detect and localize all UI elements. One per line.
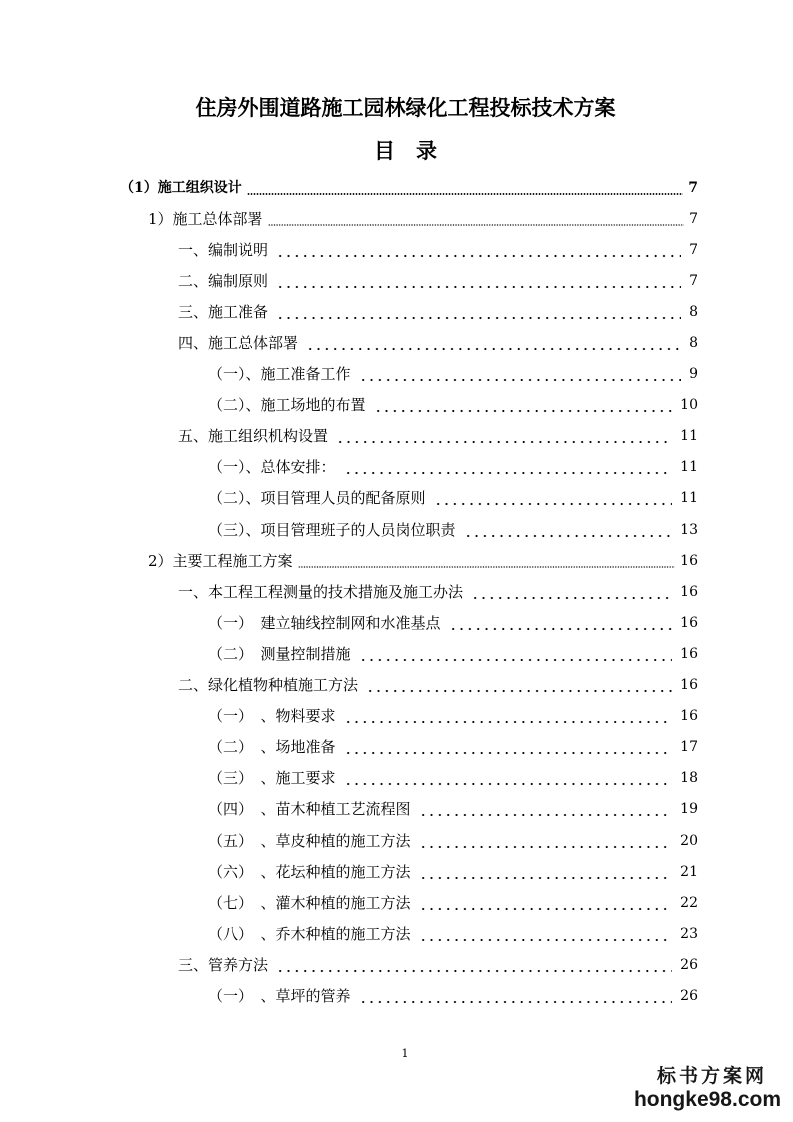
toc-entry-page-number: 18	[680, 770, 698, 787]
watermark-site-name: 标书方案网	[656, 1065, 767, 1087]
toc-entry-label: （三）、项目管理班子的人员岗位职责	[208, 520, 456, 539]
toc-entry-label: （二） 、场地准备	[208, 738, 336, 757]
toc-entry-label: 一、编制说明	[178, 240, 269, 259]
toc-entry-label: 五、施工组织机构设置	[178, 427, 329, 446]
toc-entry-label: （五） 、草皮种植的施工方法	[208, 831, 411, 850]
toc-dot-leader	[344, 720, 673, 724]
toc-dot-leader	[449, 627, 673, 631]
toc-entry-label: （一）、总体安排：	[208, 458, 336, 477]
toc-entry-label: （一） 、草坪的管养	[208, 986, 351, 1005]
toc-entry-label: 二、绿化植物种植施工方法	[178, 676, 359, 695]
toc-dot-leader	[434, 502, 673, 506]
toc-entry-label: （四） 、苗木种植工艺流程图	[208, 800, 411, 819]
toc-dot-leader	[268, 223, 685, 227]
table-of-contents	[0, 172, 793, 1012]
toc-entry-label: 三、施工准备	[178, 302, 269, 321]
toc-heading: 目 录	[374, 138, 437, 163]
toc-entry-label: 三、管养方法	[178, 955, 269, 974]
toc-entry-label: （八） 、乔木种植的施工方法	[208, 924, 411, 943]
toc-entry	[0, 172, 793, 203]
toc-dot-leader	[344, 782, 673, 786]
toc-entry	[0, 545, 793, 576]
toc-dot-leader	[247, 192, 684, 196]
toc-dot-leader	[419, 876, 673, 880]
toc-entry	[0, 234, 793, 265]
toc-entry	[0, 701, 793, 732]
toc-entry-label: （二） 测量控制措施	[208, 644, 351, 663]
toc-entry-label: 四、施工总体部署	[178, 334, 299, 353]
toc-entry-page-number: 7	[689, 272, 698, 289]
toc-entry-label: 2）主要工程施工方案	[148, 551, 293, 570]
toc-entry	[0, 918, 793, 949]
toc-entry	[0, 327, 793, 358]
document-title: 住房外围道路施工园林绿化工程投标技术方案	[195, 95, 616, 120]
toc-entry	[0, 670, 793, 701]
toc-entry	[0, 390, 793, 421]
toc-entry	[0, 576, 793, 607]
toc-entry	[0, 949, 793, 980]
toc-dot-leader	[306, 347, 681, 351]
toc-entry	[0, 452, 793, 483]
toc-entry-label: 二、编制原则	[178, 271, 269, 290]
toc-entry-page-number: 23	[680, 925, 698, 942]
toc-entry-label: 1）施工总体部署	[148, 209, 263, 228]
toc-entry-page-number: 16	[680, 614, 698, 631]
toc-entry-label: （一）、施工准备工作	[208, 365, 351, 384]
toc-dot-leader	[374, 409, 673, 413]
toc-entry-page-number: 13	[680, 521, 698, 538]
toc-entry	[0, 825, 793, 856]
site-watermark-logo	[631, 1064, 781, 1112]
toc-dot-leader	[344, 471, 673, 475]
toc-entry	[0, 763, 793, 794]
toc-entry-page-number: 7	[689, 210, 698, 227]
toc-dot-leader	[359, 1000, 673, 1004]
toc-entry	[0, 887, 793, 918]
toc-entry-page-number: 16	[680, 552, 698, 569]
toc-entry	[0, 421, 793, 452]
toc-entry-label: 一、本工程工程测量的技术措施及施工办法	[178, 582, 464, 601]
toc-entry-label: （二）、施工场地的布置	[208, 396, 366, 415]
toc-dot-leader	[359, 658, 673, 662]
toc-entry-page-number: 16	[680, 645, 698, 662]
toc-entry	[0, 607, 793, 638]
toc-entry-page-number: 16	[680, 583, 698, 600]
toc-dot-leader	[366, 689, 672, 693]
toc-entry-page-number: 17	[680, 739, 698, 756]
toc-dot-leader	[276, 285, 681, 289]
toc-dot-leader	[471, 596, 672, 600]
toc-entry	[0, 203, 793, 234]
page-number: 1	[401, 1047, 409, 1060]
toc-entry-label: （六） 、花坛种植的施工方法	[208, 862, 411, 881]
toc-entry	[0, 856, 793, 887]
toc-entry-label: （一） 建立轴线控制网和水准基点	[208, 613, 441, 632]
toc-dot-leader	[419, 907, 673, 911]
toc-entry-page-number: 26	[680, 956, 698, 973]
toc-dot-leader	[419, 938, 673, 942]
toc-dot-leader	[419, 813, 673, 817]
toc-entry-page-number: 7	[688, 179, 698, 196]
toc-entry	[0, 359, 793, 390]
toc-dot-leader	[298, 565, 676, 569]
toc-dot-leader	[276, 969, 672, 973]
toc-entry	[0, 980, 793, 1011]
toc-entry-page-number: 8	[689, 303, 698, 320]
toc-entry-page-number: 11	[680, 490, 698, 507]
toc-dot-leader	[336, 440, 672, 444]
toc-entry-page-number: 22	[680, 894, 698, 911]
toc-entry	[0, 794, 793, 825]
toc-entry-page-number: 26	[680, 987, 698, 1004]
toc-entry	[0, 265, 793, 296]
toc-entry-page-number: 16	[680, 708, 698, 725]
toc-dot-leader	[359, 378, 682, 382]
toc-entry-label: （二）、项目管理人员的配备原则	[208, 489, 426, 508]
toc-entry-page-number: 11	[680, 459, 698, 476]
toc-dot-leader	[276, 254, 681, 258]
toc-entry	[0, 483, 793, 514]
toc-entry-page-number: 10	[680, 397, 698, 414]
toc-entry	[0, 514, 793, 545]
toc-entry-page-number: 8	[689, 335, 698, 352]
toc-entry-page-number: 19	[680, 801, 698, 818]
toc-entry-label: （七） 、灌木种植的施工方法	[208, 893, 411, 912]
toc-entry-label: （1）施工组织设计	[120, 179, 242, 196]
toc-entry-label: （三） 、施工要求	[208, 769, 336, 788]
watermark-domain: hongke98.com	[633, 1088, 781, 1111]
toc-dot-leader	[276, 316, 681, 320]
toc-entry-page-number: 7	[689, 241, 698, 258]
toc-entry-page-number: 11	[680, 428, 698, 445]
toc-dot-leader	[419, 845, 673, 849]
toc-entry-page-number: 9	[689, 366, 698, 383]
toc-entry-label: （一） 、物料要求	[208, 707, 336, 726]
toc-entry-page-number: 16	[680, 677, 698, 694]
toc-entry	[0, 296, 793, 327]
toc-dot-leader	[464, 534, 673, 538]
toc-entry-page-number: 21	[680, 863, 698, 880]
toc-entry	[0, 732, 793, 763]
toc-dot-leader	[344, 751, 673, 755]
toc-entry-page-number: 20	[680, 832, 698, 849]
toc-entry	[0, 638, 793, 669]
